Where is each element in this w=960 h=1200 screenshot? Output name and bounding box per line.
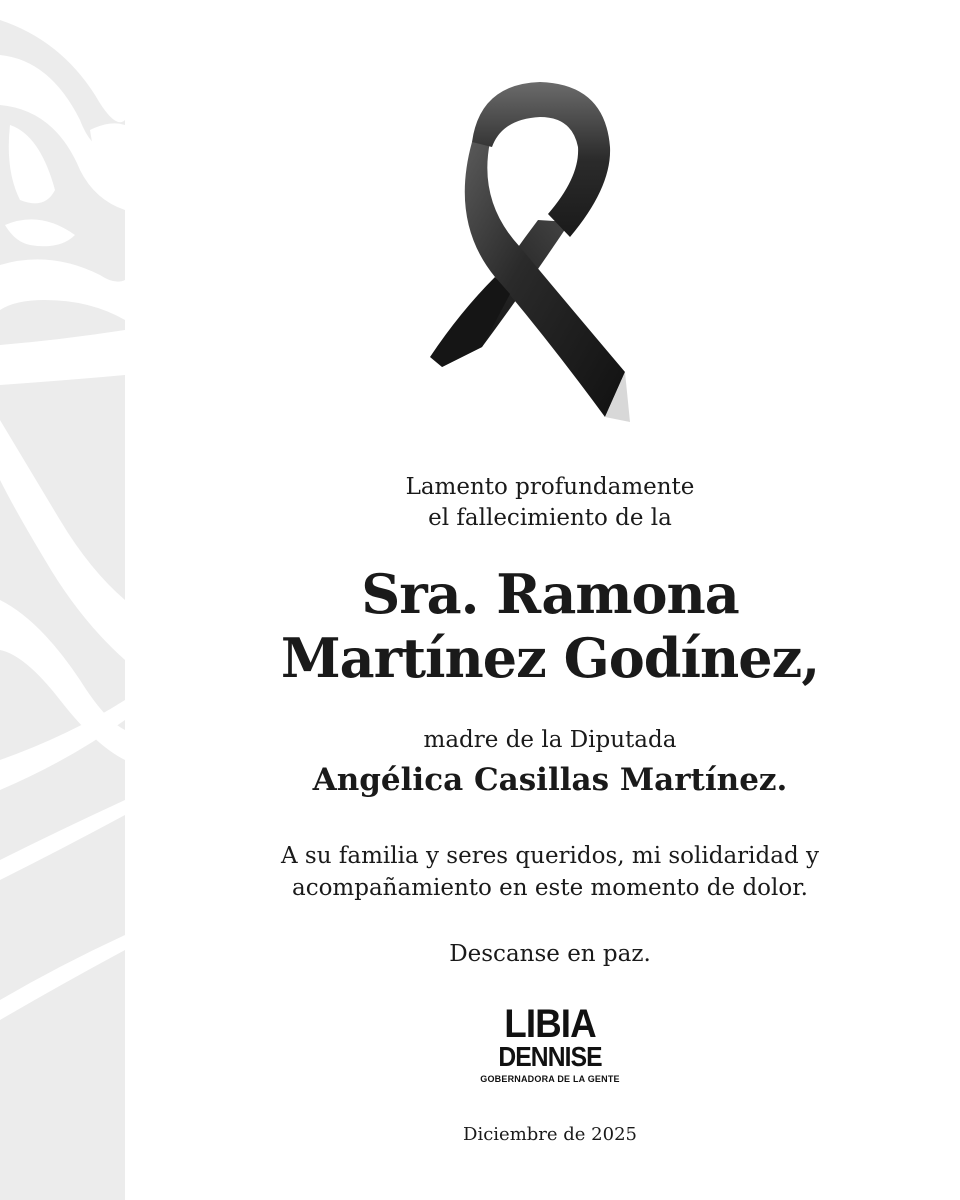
rest-in-peace-text: Descanse en paz. xyxy=(449,941,651,967)
signature-name-line-2: DENNISE xyxy=(498,1041,602,1072)
daughter-name: Angélica Casillas Martínez. xyxy=(312,762,788,798)
deceased-name-line-1: Sra. Ramona xyxy=(361,562,739,626)
intro-line-1: Lamento profundamente xyxy=(405,474,695,500)
signature-tagline: GOBERNADORA DE LA GENTE xyxy=(480,1074,620,1084)
signature-name-line-1: LIBIA xyxy=(504,1002,596,1046)
condolence-message xyxy=(160,840,940,904)
intro-text xyxy=(160,472,940,534)
intro-line-2: el fallecimiento de la xyxy=(428,505,672,531)
deceased-name-line-2: Martínez Godínez, xyxy=(280,626,820,690)
date-text: Diciembre de 2025 xyxy=(463,1124,637,1145)
message-line-2: acompañamiento en este momento de dolor. xyxy=(291,875,808,901)
relation-text: madre de la Diputada xyxy=(423,727,677,753)
message-line-1: A su familia y seres queridos, mi solidaridad y xyxy=(281,843,819,869)
mourning-ribbon-icon xyxy=(420,72,660,442)
decorative-side-portrait xyxy=(0,0,125,1200)
deceased-name xyxy=(160,562,940,690)
signature-logo xyxy=(160,1002,940,1085)
